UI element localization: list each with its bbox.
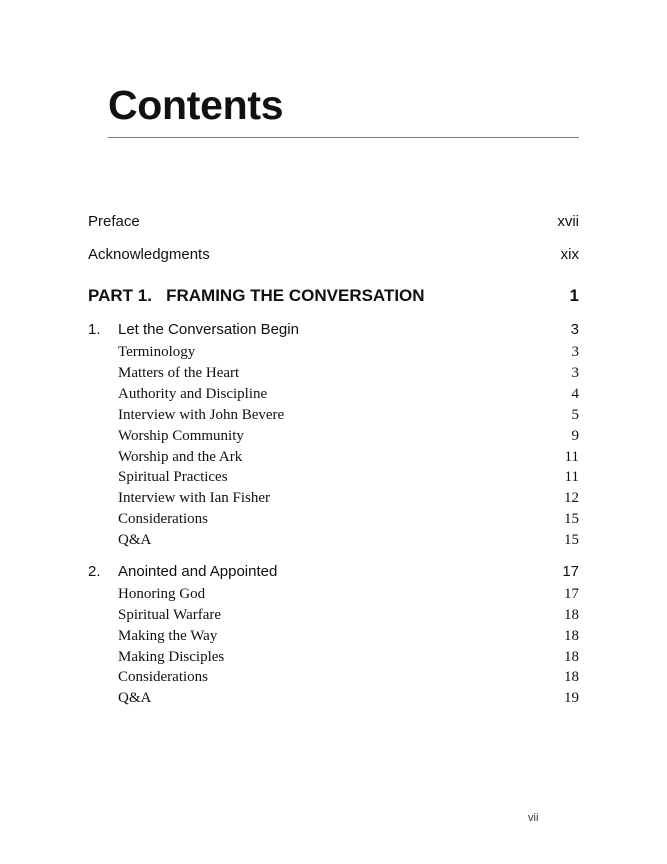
section-title: Considerations — [118, 669, 208, 685]
section-page: 18 — [564, 669, 579, 685]
toc-chapter-2 — [88, 563, 579, 585]
section-title: Worship Community — [118, 428, 244, 444]
toc-section — [118, 669, 579, 691]
toc-entry-title: Preface — [88, 213, 140, 230]
section-title: Authority and Discipline — [118, 386, 268, 402]
toc-section — [118, 511, 579, 533]
section-title: Spiritual Warfare — [118, 607, 222, 623]
page-title: Contents — [108, 82, 284, 128]
section-page: 3 — [571, 344, 579, 360]
section-page: 18 — [564, 607, 579, 623]
section-title: Considerations — [118, 511, 208, 527]
section-title: Honoring God — [118, 586, 206, 602]
toc-section — [118, 386, 579, 408]
toc-section — [118, 365, 579, 387]
section-title: Making Disciples — [118, 649, 225, 665]
section-page: 18 — [564, 649, 579, 665]
toc-section — [118, 607, 579, 629]
toc-section — [118, 490, 579, 512]
toc-entry-page: xvii — [557, 213, 579, 230]
section-page: 9 — [571, 428, 579, 444]
title-rule — [108, 137, 579, 138]
toc-section — [118, 649, 579, 671]
toc-chapter-1 — [88, 321, 579, 343]
toc-section — [118, 344, 579, 366]
section-title: Terminology — [118, 344, 196, 360]
chapter-number: 2. — [88, 563, 101, 580]
section-page: 15 — [564, 532, 579, 548]
toc-section — [118, 428, 579, 450]
toc-section — [118, 449, 579, 471]
section-page: 18 — [564, 628, 579, 644]
section-page: 12 — [564, 490, 579, 506]
toc-entry-page: xix — [560, 246, 579, 263]
section-page: 11 — [564, 449, 579, 465]
section-title: Worship and the Ark — [118, 449, 243, 465]
toc-entry-preface — [88, 213, 579, 235]
toc-section — [118, 532, 579, 554]
section-page: 11 — [564, 469, 579, 485]
section-title: Matters of the Heart — [118, 365, 240, 381]
chapter-page: 3 — [570, 321, 579, 338]
part-title: FRAMING THE CONVERSATION — [166, 286, 425, 305]
chapter-title: Anointed and Appointed — [118, 563, 278, 580]
section-title: Spiritual Practices — [118, 469, 228, 485]
toc-section — [118, 469, 579, 491]
part-page: 1 — [569, 286, 579, 305]
chapter-number: 1. — [88, 321, 101, 338]
chapter-page: 17 — [562, 563, 579, 580]
part-label: PART 1. — [88, 286, 152, 305]
section-title: Interview with Ian Fisher — [118, 490, 271, 506]
page-number: vii — [528, 812, 539, 824]
section-page: 17 — [564, 586, 579, 602]
section-page: 3 — [571, 365, 579, 381]
section-page: 5 — [571, 407, 579, 423]
toc-part-1 — [88, 286, 579, 308]
section-title: Q&A — [118, 532, 152, 548]
toc-section — [118, 628, 579, 650]
toc-section — [118, 690, 579, 712]
section-title: Q&A — [118, 690, 152, 706]
toc-section — [118, 407, 579, 429]
section-page: 19 — [564, 690, 579, 706]
section-title: Interview with John Bevere — [118, 407, 285, 423]
toc-entry-acknowledgments — [88, 246, 579, 268]
section-title: Making the Way — [118, 628, 218, 644]
toc-entry-title: Acknowledgments — [88, 246, 210, 263]
chapter-title: Let the Conversation Begin — [118, 321, 299, 338]
section-page: 15 — [564, 511, 579, 527]
section-page: 4 — [571, 386, 579, 402]
toc-section — [118, 586, 579, 608]
